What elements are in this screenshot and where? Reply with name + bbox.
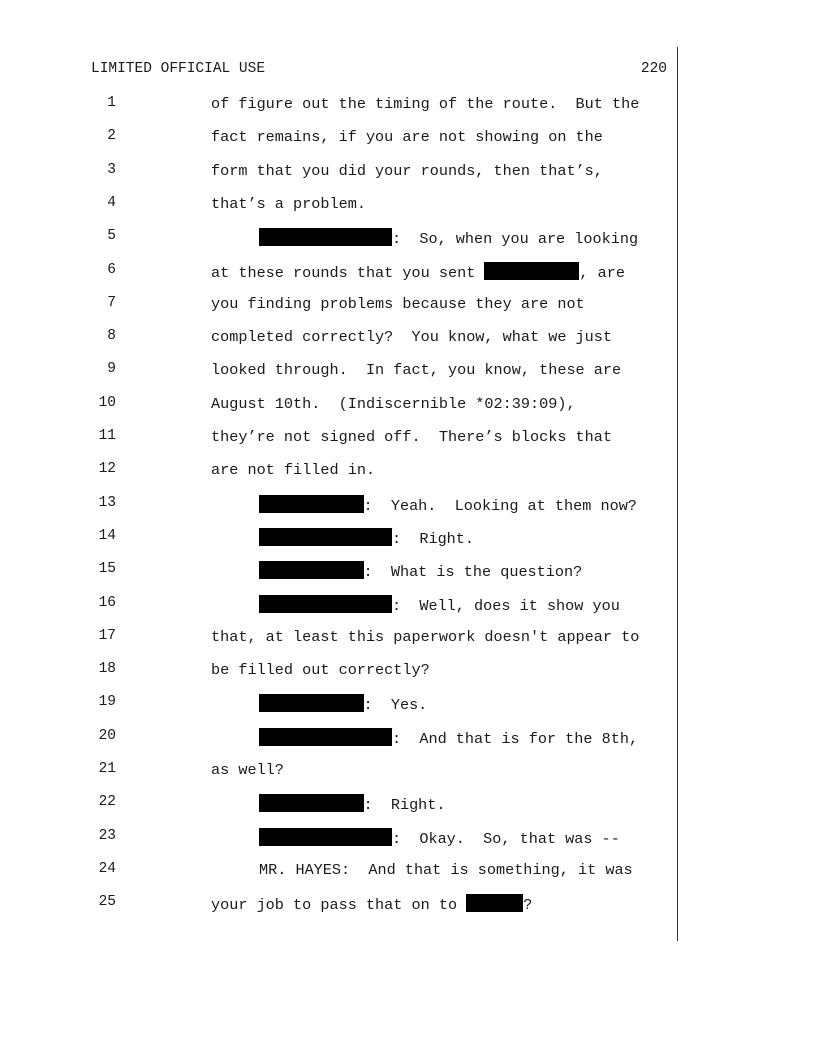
transcript-line — [0, 461, 677, 483]
transcript-line — [0, 228, 677, 250]
transcript-line — [0, 561, 677, 583]
transcript-line — [0, 728, 677, 750]
line-text-segment: : Yeah. Looking at them now? — [363, 496, 637, 515]
redaction-block — [259, 728, 392, 746]
line-text-segment: they’re not signed off. There’s blocks that — [211, 428, 613, 446]
line-text-segment: are not filled in. — [211, 461, 376, 480]
transcript-line — [0, 828, 677, 850]
transcript-line — [0, 395, 677, 417]
redaction-block — [259, 495, 364, 513]
line-number: 22 — [98, 794, 116, 811]
line-text — [259, 828, 620, 848]
transcript-line — [0, 95, 677, 117]
line-text-segment: be filled out correctly? — [211, 661, 430, 680]
redaction-block — [259, 794, 364, 812]
transcript-line — [0, 195, 677, 217]
line-text-segment: form that you did your rounds, then that’s, — [211, 161, 603, 180]
redaction-block — [259, 228, 392, 246]
line-text — [211, 95, 639, 113]
transcript-line — [0, 628, 677, 650]
line-number: 5 — [107, 228, 116, 245]
line-text — [211, 894, 532, 914]
line-number: 10 — [98, 394, 116, 411]
line-text-segment: August 10th. (Indiscernible *02:39:09), — [211, 394, 576, 413]
redaction-block — [466, 894, 523, 912]
redaction-block — [484, 262, 579, 280]
line-text — [211, 162, 603, 180]
line-text — [211, 328, 612, 346]
line-number: 20 — [98, 727, 116, 744]
line-text-segment: MR. HAYES: And that is something, it was — [259, 860, 633, 879]
redaction-block — [259, 828, 392, 846]
line-text — [259, 528, 474, 548]
transcript-line — [0, 694, 677, 716]
redaction-block — [259, 694, 364, 712]
line-text-segment: : And that is for the 8th, — [392, 729, 639, 748]
line-text-segment: fact remains, if you are not showing on the — [211, 128, 603, 147]
line-text-segment: : Right. — [392, 529, 475, 548]
line-text — [211, 361, 621, 379]
line-number: 23 — [98, 827, 116, 844]
line-text-segment: : Right. — [363, 796, 446, 815]
transcript-line — [0, 495, 677, 517]
line-number: 21 — [98, 761, 116, 777]
transcript-line — [0, 661, 677, 683]
line-number: 7 — [107, 294, 116, 311]
line-text — [259, 595, 620, 615]
line-text — [211, 128, 603, 146]
line-text-segment: that’s a problem. — [211, 194, 366, 213]
line-number: 3 — [107, 161, 116, 178]
line-text — [259, 728, 638, 748]
transcript-line — [0, 295, 677, 317]
line-number: 17 — [98, 627, 116, 644]
line-text-segment: : What is the question? — [363, 563, 583, 582]
line-text-segment: looked through. In fact, you know, these are — [211, 361, 622, 380]
line-text — [211, 761, 284, 779]
line-number: 15 — [98, 561, 116, 578]
line-text — [211, 661, 430, 679]
transcript-line — [0, 761, 677, 783]
line-text — [211, 428, 612, 446]
line-text — [211, 195, 366, 213]
transcript-line — [0, 528, 677, 550]
line-text-segment: : Yes. — [363, 696, 428, 715]
right-margin-rule — [677, 47, 678, 941]
transcript-line — [0, 262, 677, 284]
line-number: 16 — [98, 594, 116, 611]
transcript-line — [0, 428, 677, 450]
line-number: 11 — [98, 428, 116, 444]
line-number: 2 — [107, 128, 116, 145]
line-text — [259, 861, 633, 879]
transcript-line — [0, 328, 677, 350]
line-text — [259, 228, 638, 248]
line-number: 24 — [98, 860, 116, 877]
line-text — [259, 794, 446, 814]
line-text-segment: completed correctly? You know, what we just — [211, 328, 613, 347]
line-number: 8 — [107, 328, 116, 345]
line-number: 13 — [98, 494, 116, 511]
line-text — [259, 694, 427, 714]
transcript-line — [0, 794, 677, 816]
line-text-segment: : Well, does it show you — [392, 596, 620, 615]
line-text — [211, 461, 375, 479]
transcript-line — [0, 861, 677, 883]
line-text — [211, 395, 576, 413]
line-text-segment: : So, when you are looking — [392, 230, 639, 249]
redaction-block — [259, 595, 392, 613]
line-number: 19 — [98, 694, 116, 711]
redaction-block — [259, 561, 364, 579]
line-number: 12 — [98, 461, 116, 478]
line-text-segment: at these rounds that you sent — [211, 263, 485, 282]
page-number: 220 — [640, 61, 667, 77]
line-text — [259, 495, 637, 515]
line-number: 4 — [107, 194, 116, 211]
line-number: 14 — [98, 527, 116, 544]
transcript-line — [0, 128, 677, 150]
line-text-segment: you finding problems because they are not — [211, 294, 585, 313]
redaction-block — [259, 528, 392, 546]
line-text-segment: your job to pass that on to — [211, 896, 467, 915]
transcript-line — [0, 361, 677, 383]
line-text-segment: as well? — [211, 761, 284, 779]
line-text-segment: : Okay. So, that was -- — [392, 829, 620, 848]
line-number: 25 — [98, 894, 116, 911]
transcript-line — [0, 894, 677, 916]
line-text — [259, 561, 582, 581]
transcript-line — [0, 595, 677, 617]
line-text — [211, 295, 585, 313]
line-text-segment: , are — [579, 263, 625, 282]
line-text — [211, 628, 639, 646]
line-text-segment: of figure out the timing of the route. But the — [211, 95, 640, 113]
transcript-line — [0, 162, 677, 184]
line-number: 1 — [107, 95, 116, 111]
line-text-segment: ? — [523, 896, 533, 915]
line-number: 6 — [107, 261, 116, 278]
line-number: 9 — [107, 361, 116, 378]
classification-header: LIMITED OFFICIAL USE — [91, 61, 266, 77]
line-text — [211, 262, 625, 282]
line-text-segment: that, at least this paperwork doesn't appear to — [211, 627, 640, 646]
line-number: 18 — [98, 661, 116, 678]
